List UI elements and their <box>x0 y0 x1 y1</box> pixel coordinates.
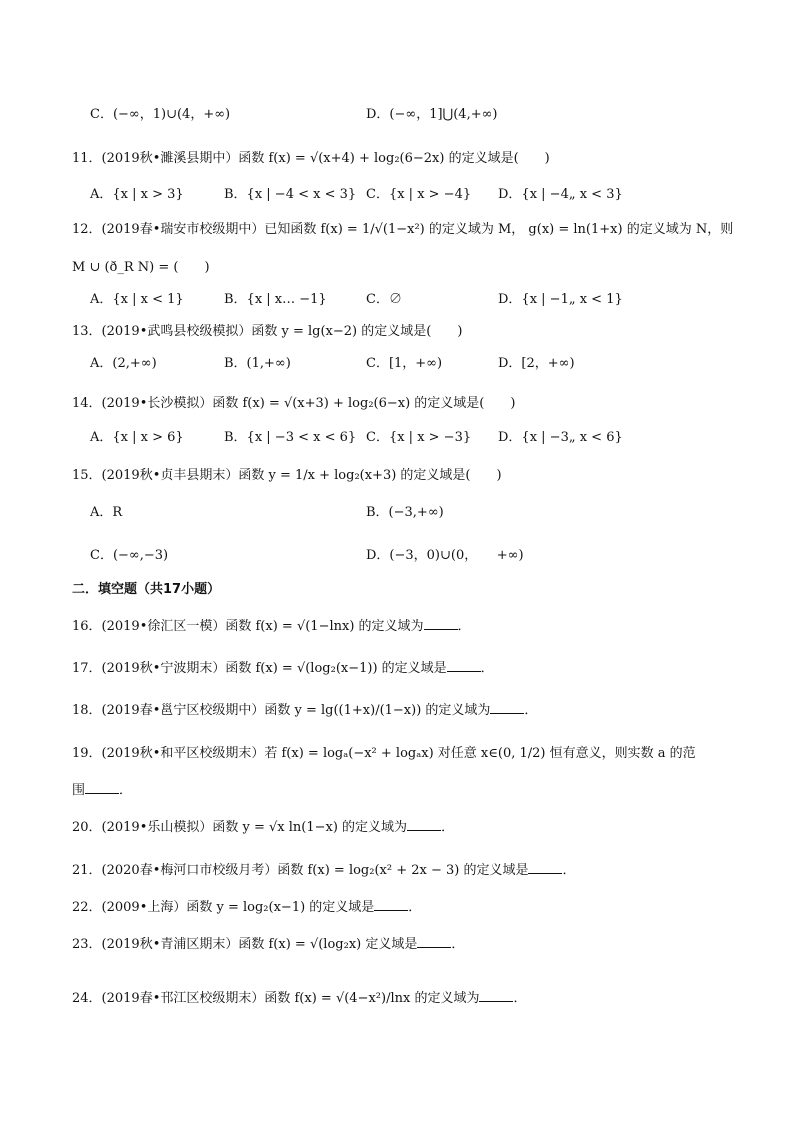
q14-option-c: C．{x | x > −3} <box>366 430 472 445</box>
period: ． <box>562 863 576 878</box>
answer-blank[interactable] <box>479 989 513 1002</box>
q11-stem: 11．(2019秋•濉溪县期中）函数 f(x) = √(x+4) + log₂(6−2x) 的定义域是( ) <box>72 151 550 166</box>
q18-line <box>72 701 537 720</box>
q20-stem: 20．(2019•乐山模拟）函数 y = √x ln(1−x) 的定义域为 <box>72 820 408 835</box>
q20-line <box>72 818 454 837</box>
q15-option-d: D．(−3，0)∪(0， +∞) <box>366 548 524 563</box>
q13-stem: 13．(2019•武鸣县校级模拟）函数 y = lg(x−2) 的定义域是( ) <box>72 324 463 339</box>
q21-stem: 21．(2020春•梅河口市校级月考）函数 f(x) = log₂(x² + 2x − 3) 的定义域是 <box>72 863 529 878</box>
q24-stem: 24．(2019春•邗江区校级期末）函数 f(x) = √(4−x²)/lnx 的定义域为 <box>72 991 480 1006</box>
q14-option-d: D．{x | −3„ x < 6} <box>498 430 623 445</box>
q11-option-a: A．{x | x > 3} <box>90 187 184 202</box>
section-title-fill-in: 二．填空题（共17小题） <box>72 582 221 597</box>
q16-stem: 16．(2019•徐汇区一模）函数 f(x) = √(1−lnx) 的定义域为 <box>72 619 424 634</box>
q13-option-a: A．(2,+∞) <box>90 356 157 371</box>
q15-option-b: B．(−3,+∞) <box>366 505 444 520</box>
q15-stem: 15．(2019秋•贞丰县期末）函数 y = 1/x + log₂(x+3) 的定义域是( ) <box>72 468 502 483</box>
period: ． <box>408 900 422 915</box>
q19-line2 <box>72 781 132 800</box>
q12-option-d: D．{x | −1„ x < 1} <box>498 292 623 307</box>
q14-option-b: B．{x | −3 < x < 6} <box>224 430 357 445</box>
q21-line <box>72 861 575 880</box>
q11-option-b: B．{x | −4 < x < 3} <box>224 187 357 202</box>
q22-line <box>72 898 421 917</box>
answer-blank[interactable] <box>490 701 524 714</box>
answer-blank[interactable] <box>85 781 119 794</box>
period: ． <box>119 783 133 798</box>
q10-option-d: D．(−∞，1]⋃(4,+∞) <box>366 107 498 122</box>
answer-blank[interactable] <box>424 617 458 630</box>
period: ． <box>441 820 455 835</box>
answer-blank[interactable] <box>407 818 441 831</box>
q24-line <box>72 989 526 1008</box>
q18-stem: 18．(2019春•邕宁区校级期中）函数 y = lg((1+x)/(1−x)) 的定义域为 <box>72 703 491 718</box>
q12-stem: 12．(2019春•瑞安市校级期中）已知函数 f(x) = 1/√(1−x²) 的定义域为 M， g(x) = ln(1+x) 的定义域为 N，则 <box>72 222 734 237</box>
q17-stem: 17．(2019秋•宁波期末）函数 f(x) = √(log₂(x−1)) 的定义域是 <box>72 661 447 676</box>
q13-option-b: B．(1,+∞) <box>224 356 291 371</box>
q14-option-a: A．{x | x > 6} <box>90 430 184 445</box>
q14-stem: 14．(2019•长沙模拟）函数 f(x) = √(x+3) + log₂(6−x) 的定义域是( ) <box>72 396 516 411</box>
period: ． <box>480 661 494 676</box>
q17-line <box>72 659 494 678</box>
q15-option-c: C．(−∞,−3) <box>90 548 169 563</box>
q19-stem-end: 围 <box>72 783 86 798</box>
q12-option-b: B．{x | x… −1} <box>224 292 327 307</box>
period: ． <box>513 991 527 1006</box>
q10-option-c: C．(−∞，1)∪(4，+∞) <box>90 107 231 122</box>
q12-option-a: A．{x | x < 1} <box>90 292 184 307</box>
answer-blank[interactable] <box>528 861 562 874</box>
q11-option-d: D．{x | −4„ x < 3} <box>498 187 623 202</box>
q16-line <box>72 617 471 636</box>
q19-line: 19．(2019秋•和平区校级期末）若 f(x) = logₐ(−x² + logₐx) 对任意 x∈(0, 1/2) 恒有意义，则实数 a 的范 <box>72 746 696 761</box>
period: ． <box>457 619 471 634</box>
period: ． <box>524 703 538 718</box>
period: ． <box>451 937 465 952</box>
answer-blank[interactable] <box>417 935 451 948</box>
q22-stem: 22．(2009•上海）函数 y = log₂(x−1) 的定义域是 <box>72 900 375 915</box>
q13-option-c: C．[1，+∞) <box>366 356 443 371</box>
q12-option-c: C．∅ <box>366 292 402 307</box>
answer-blank[interactable] <box>447 659 481 672</box>
q23-line <box>72 935 464 954</box>
q15-option-a: A．R <box>90 505 123 520</box>
q11-option-c: C．{x | x > −4} <box>366 187 472 202</box>
q23-stem: 23．(2019秋•青浦区期末）函数 f(x) = √(log₂x) 定义域是 <box>72 937 418 952</box>
q12-stem-line2: M ∪ (ð_R N) = ( ) <box>72 260 210 275</box>
q13-option-d: D．[2，+∞) <box>498 356 575 371</box>
answer-blank[interactable] <box>374 898 408 911</box>
